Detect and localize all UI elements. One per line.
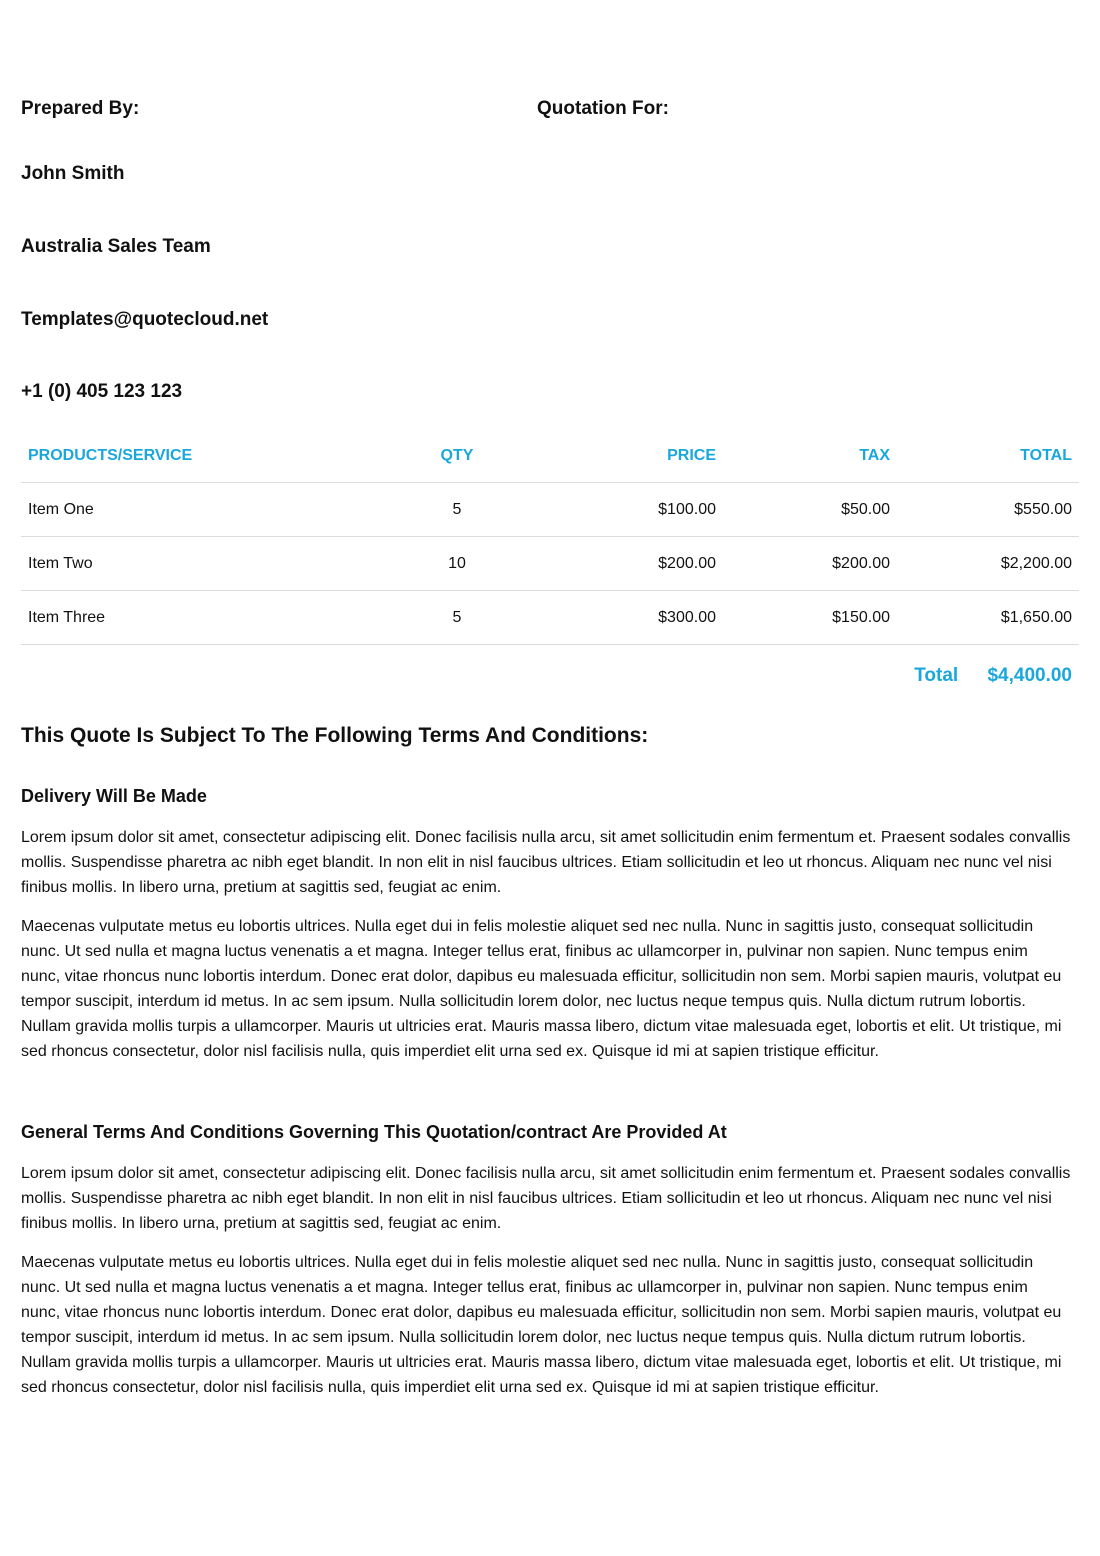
item-name: Item Two	[21, 537, 395, 591]
contact-phone: +1 (0) 405 123 123	[21, 381, 183, 402]
item-name: Item One	[21, 483, 395, 537]
item-price: $200.00	[519, 537, 723, 591]
header-product: PRODUCTS/SERVICE	[21, 430, 395, 483]
header-qty: QTY	[395, 430, 519, 483]
table-row	[21, 591, 1079, 645]
header-row	[21, 98, 1079, 128]
item-tax: $200.00	[723, 537, 897, 591]
header-price: PRICE	[519, 430, 723, 483]
item-total: $1,650.00	[897, 591, 1079, 645]
section-paragraph: Lorem ipsum dolor sit amet, consectetur adipiscing elit. Donec facilisis nulla arcu, sit amet sollicitudin enim fermentum et. Praesent sodales convallis mollis. Suspendisse pharetra ac nibh eget blandit. In non elit in nisl faucibus ultrices. Etiam sollicitudin et leo ut rhoncus. Aliquam nec nunc vel nisi finibus mollis. In libero urna, pretium at sagittis sed, feugiat ac enim.	[21, 1165, 1071, 1232]
grand-total-value: $4,400.00	[987, 665, 1072, 686]
item-price: $300.00	[519, 591, 723, 645]
table-row	[21, 537, 1079, 591]
item-total: $550.00	[897, 483, 1079, 537]
terms-section-general	[21, 1122, 1071, 1414]
item-tax: $150.00	[723, 591, 897, 645]
contact-name: John Smith	[21, 163, 125, 184]
header-total: TOTAL	[897, 430, 1079, 483]
item-name: Item Three	[21, 591, 395, 645]
item-qty: 10	[395, 537, 519, 591]
prepared-by-label: Prepared By:	[21, 98, 140, 119]
section-paragraph: Maecenas vulputate metus eu lobortis ultrices. Nulla eget dui in felis molestie aliquet sed nec nulla. Nunc in sagittis justo, consequat sollicitudin nunc. Ut sed nulla et magna luctus venenatis a et magna. Integer tellus erat, finibus ac ullamcorper in, pulvinar non sapien. Nunc tempus enim nunc, vitae rhoncus nunc lobortis interdum. Donec erat dolor, dapibus eu malesuada efficitur, sollicitudin non sem. Morbi sapien mauris, volutpat eu tempor suscipit, interdum id metus. In ac sem ipsum. Nulla sollicitudin lorem dolor, nec luctus neque tempus quis. Nulla dictum rutrum lobortis. Nullam gravida mollis turpis a ullamcorper. Mauris ut ultricies erat. Mauris massa libero, dictum vitae malesuada eget, lobortis et elit. Ut tristique, mi sed rhoncus consectetur, dolor nisl facilisis nulla, quis imperdiet elit urna sed ex. Quisque id mi at sapien tristique efficitur.	[21, 918, 1062, 1060]
table-row	[21, 483, 1079, 537]
section-title: General Terms And Conditions Governing This Quotation/contract Are Provided At	[21, 1122, 727, 1142]
section-paragraph: Lorem ipsum dolor sit amet, consectetur adipiscing elit. Donec facilisis nulla arcu, sit amet sollicitudin enim fermentum et. Praesent sodales convallis mollis. Suspendisse pharetra ac nibh eget blandit. In non elit in nisl faucibus ultrices. Etiam sollicitudin et leo ut rhoncus. Aliquam nec nunc vel nisi finibus mollis. In libero urna, pretium at sagittis sed, feugiat ac enim.	[21, 829, 1071, 896]
item-total: $2,200.00	[897, 537, 1079, 591]
terms-title: This Quote Is Subject To The Following Terms And Conditions:	[21, 724, 649, 747]
items-table	[21, 430, 1079, 645]
item-price: $100.00	[519, 483, 723, 537]
item-tax: $50.00	[723, 483, 897, 537]
contact-email: Templates@quotecloud.net	[21, 309, 269, 330]
section-title: Delivery Will Be Made	[21, 786, 207, 806]
section-paragraph: Maecenas vulputate metus eu lobortis ultrices. Nulla eget dui in felis molestie aliquet sed nec nulla. Nunc in sagittis justo, consequat sollicitudin nunc. Ut sed nulla et magna luctus venenatis a et magna. Integer tellus erat, finibus ac ullamcorper in, pulvinar non sapien. Nunc tempus enim nunc, vitae rhoncus nunc lobortis interdum. Donec erat dolor, dapibus eu malesuada efficitur, sollicitudin non sem. Morbi sapien mauris, volutpat eu tempor suscipit, interdum id metus. In ac sem ipsum. Nulla sollicitudin lorem dolor, nec luctus neque tempus quis. Nulla dictum rutrum lobortis. Nullam gravida mollis turpis a ullamcorper. Mauris ut ultricies erat. Mauris massa libero, dictum vitae malesuada eget, lobortis et elit. Ut tristique, mi sed rhoncus consectetur, dolor nisl facilisis nulla, quis imperdiet elit urna sed ex. Quisque id mi at sapien tristique efficitur.	[21, 1254, 1062, 1396]
item-qty: 5	[395, 483, 519, 537]
table-header-row	[21, 430, 1079, 483]
grand-total-label: Total	[914, 665, 959, 686]
quotation-for-label: Quotation For:	[537, 98, 669, 119]
terms-section-delivery	[21, 786, 1071, 1078]
item-qty: 5	[395, 591, 519, 645]
contact-team: Australia Sales Team	[21, 236, 211, 257]
grand-total	[914, 665, 1072, 687]
header-tax: TAX	[723, 430, 897, 483]
